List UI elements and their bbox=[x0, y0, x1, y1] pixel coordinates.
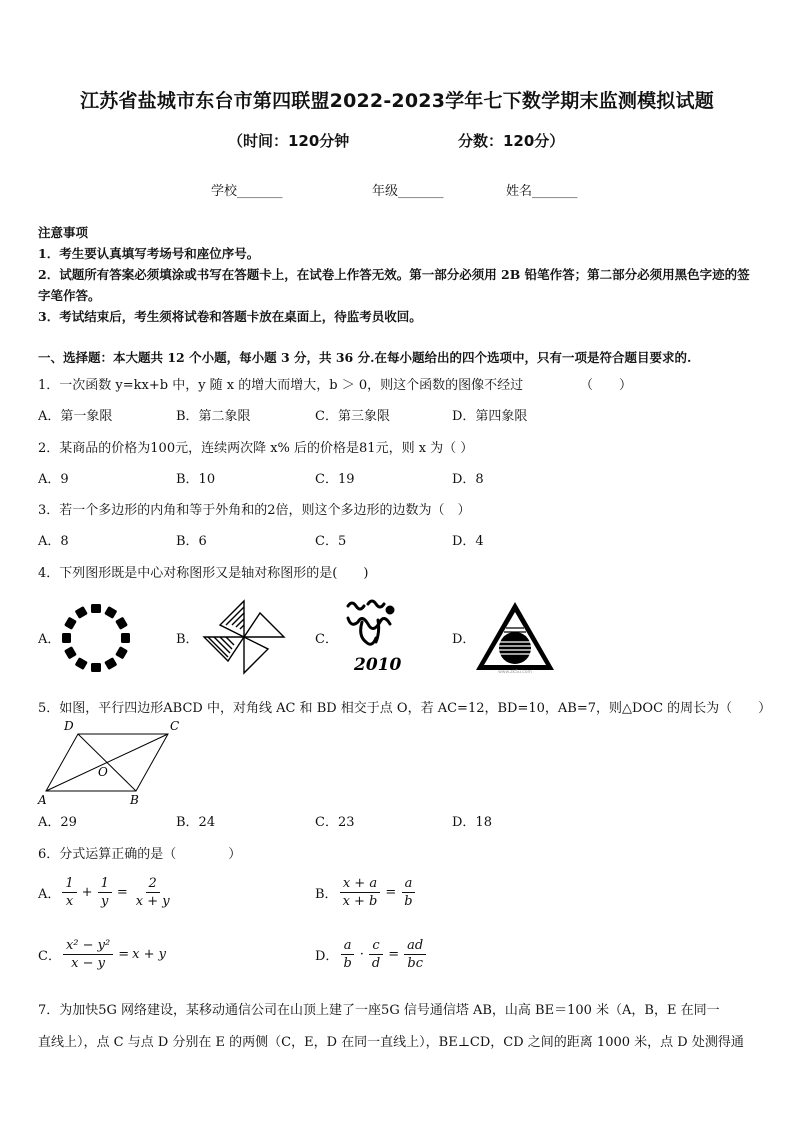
question-6-stem: 6．分式运算正确的是（ ） bbox=[38, 847, 242, 862]
ring-of-blocks-figure bbox=[60, 602, 132, 674]
option-d-label: D． bbox=[452, 632, 476, 647]
option-d: D．8 bbox=[452, 472, 484, 487]
answer-paren: （ ） bbox=[580, 378, 633, 393]
parallelogram-figure bbox=[34, 716, 194, 808]
question-1-stem: 1．一次函数 y=kx+b 中，y 随 x 的增大而增大，b ＞ 0，则这个函数的图像不经过 bbox=[38, 378, 524, 393]
question-2-stem: 2．某商品的价格为100元，连续两次降 x% 后的价格是81元，则 x 为（ ） bbox=[38, 441, 474, 456]
option-label: B． bbox=[315, 887, 338, 902]
notice-heading: 注意事项 bbox=[38, 225, 89, 240]
fraction: $\frac{2}{x + y}$ bbox=[135, 876, 170, 909]
fraction: $\frac{ad}{bc}$ bbox=[404, 938, 426, 971]
fraction: $\frac{1}{y}$ bbox=[98, 876, 112, 909]
fraction: $\frac{\text{x² − y²}}{x - y}$ bbox=[63, 938, 113, 971]
option-c: C．5 bbox=[315, 534, 347, 549]
option-d: D．18 bbox=[452, 815, 492, 830]
notice-item: 2．试题所有答案必须填涂或书写在答题卡上，在试卷上作答无效。第一部分必须用 2B 铅笔作答；第二部分必须用黑色字迹的签字笔作答。 bbox=[38, 267, 750, 303]
option-d: D．第四象限 bbox=[452, 409, 528, 424]
school-field: 学校_______ bbox=[211, 184, 283, 199]
option-c: C．23 bbox=[315, 815, 355, 830]
option-d: D．4 bbox=[452, 534, 484, 549]
notice-block bbox=[38, 222, 756, 327]
question-4-stem: 4．下列图形既是中心对称图形又是轴对称图形的是( ) bbox=[38, 566, 369, 581]
question-3-stem: 3．若一个多边形的内角和等于外角和的2倍，则这个多边形的边数为（ ） bbox=[38, 503, 471, 518]
question-7-line-1: 7．为加快5G 网络建设，某移动通信公司在山顶上建了一座5G 信号通信塔 AB，山高 BE＝100 米（A，B，E 在同一 bbox=[38, 1003, 720, 1018]
watermark-text: www.zk5u.com bbox=[498, 670, 532, 674]
fraction: $\frac{a}{b}$ bbox=[340, 938, 354, 971]
question-5-stem: 5．如图，平行四边形ABCD 中，对角线 AC 和 BD 相交于点 O，若 AC=12，BD=10，AB=7，则△DOC 的周长为（ ） bbox=[38, 701, 772, 716]
vertex-label-b: B bbox=[130, 793, 139, 807]
option-a: A．29 bbox=[38, 815, 77, 830]
option-c-expression: C． $\frac{\text{x² − y²}}{x - y}$ = x + y bbox=[38, 938, 166, 971]
option-c: C．19 bbox=[315, 472, 355, 487]
pinwheel-figure bbox=[200, 597, 288, 677]
exam-title: 江苏省盐城市东台市第四联盟2022-2023学年七下数学期末监测模拟试题 bbox=[80, 90, 714, 112]
option-label: D． bbox=[315, 949, 339, 964]
option-a: A．9 bbox=[38, 472, 69, 487]
fraction: $\frac{a}{b}$ bbox=[401, 876, 415, 909]
vertex-label-c: C bbox=[170, 719, 180, 733]
grade-field: 年级_______ bbox=[372, 184, 444, 199]
triangle-circle-figure bbox=[474, 600, 556, 674]
exam-score: 分数：120分） bbox=[458, 132, 565, 150]
emblem-2010-figure bbox=[340, 596, 412, 676]
emblem-text: 2010 bbox=[354, 655, 402, 675]
option-b: B．6 bbox=[176, 534, 207, 549]
option-d-expression: D． $\frac{a}{b}$ · $\frac{c}{d}$ = $\frac{ad}{bc}$ bbox=[315, 938, 428, 971]
question-7-line-2: 直线上），点 C 与点 D 分别在 E 的两侧（C，E，D 在同一直线上），BE⊥CD，CD 之间的距离 1000 米，点 D 处测得通 bbox=[38, 1035, 744, 1050]
vertex-label-d: D bbox=[64, 719, 74, 733]
section-heading: 一、选择题：本大题共 12 个小题，每小题 3 分，共 36 分.在每小题给出的四个选项中，只有一项是符合题目要求的. bbox=[38, 350, 692, 365]
fraction: $\frac{x + a}{x + b}$ bbox=[340, 876, 381, 909]
name-field: 姓名_______ bbox=[506, 184, 578, 199]
option-a: A．第一象限 bbox=[38, 409, 113, 424]
option-c: C．第三象限 bbox=[315, 409, 390, 424]
option-label: C． bbox=[38, 949, 61, 964]
option-a-expression: A． $\frac{1}{x}$ + $\frac{1}{y}$ = $\frac{2}{x + y}$ bbox=[38, 876, 175, 909]
option-a-label: A． bbox=[38, 632, 61, 647]
option-a: A．8 bbox=[38, 534, 69, 549]
option-b: B．24 bbox=[176, 815, 216, 830]
center-label-o: O bbox=[98, 765, 108, 779]
notice-item: 1．考生要认真填写考场号和座位序号。 bbox=[38, 246, 260, 261]
fraction: $\frac{c}{d}$ bbox=[369, 938, 383, 971]
option-b: B．第二象限 bbox=[176, 409, 251, 424]
exam-time: （时间：120分钟 bbox=[228, 132, 350, 150]
option-b-expression: B． $\frac{x + a}{x + b}$ = $\frac{a}{b}$ bbox=[315, 876, 418, 909]
option-b: B．10 bbox=[176, 472, 216, 487]
option-c-label: C． bbox=[315, 632, 338, 647]
option-label: A． bbox=[38, 887, 61, 902]
option-b-label: B． bbox=[176, 632, 199, 647]
notice-item: 3．考试结束后，考生须将试卷和答题卡放在桌面上，待监考员收回。 bbox=[38, 309, 422, 324]
vertex-label-a: A bbox=[38, 793, 47, 807]
fraction: $\frac{1}{x}$ bbox=[62, 876, 76, 909]
